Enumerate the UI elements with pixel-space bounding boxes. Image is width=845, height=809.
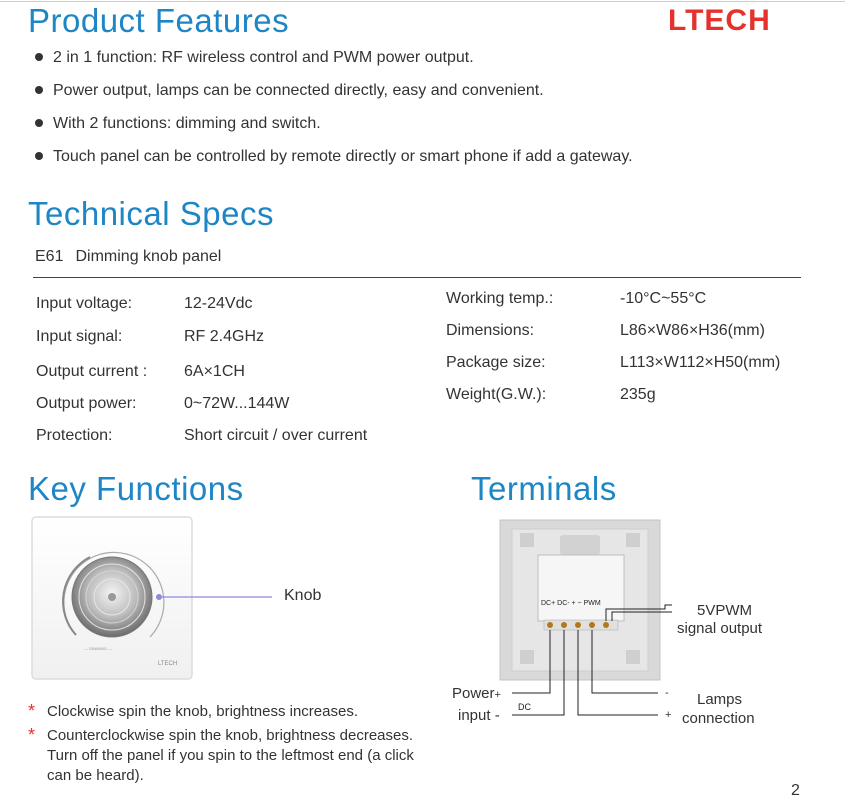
model-description: Dimming knob panel (75, 248, 222, 265)
spec-value: RF 2.4GHz (184, 328, 265, 345)
spec-value: L86×W86×H36(mm) (620, 322, 765, 339)
spec-label: Package size: (446, 354, 546, 371)
spec-label: Output current : (36, 363, 148, 380)
section-title-technical-specs: Technical Specs (28, 195, 274, 232)
spec-divider (33, 277, 801, 278)
spec-value: 12-24Vdc (184, 295, 253, 312)
spec-label: Weight(G.W.): (446, 386, 547, 403)
brand-logo: LTECH (668, 4, 771, 37)
spec-value: 0~72W...144W (184, 395, 290, 412)
feature-item: Touch panel can be controlled by remote directly or smart phone if add a gateway. (35, 149, 633, 165)
bullet-icon (35, 53, 43, 61)
spec-value: Short circuit / over current (184, 427, 368, 444)
dc-label: DC (518, 702, 531, 712)
lamps-minus-sign: - (665, 687, 669, 699)
power-label: Power+ (452, 685, 501, 702)
spec-label: Dimensions: (446, 322, 535, 339)
spec-value: 6A×1CH (184, 363, 245, 380)
spec-value: 235g (620, 386, 656, 403)
feature-item: Power output, lamps can be connected directly, easy and convenient. (35, 83, 544, 99)
note-item: * Clockwise spin the knob, brightness increases. (28, 701, 358, 721)
knob-panel-image (30, 515, 280, 685)
bullet-icon (35, 152, 43, 160)
feature-item: With 2 functions: dimming and switch. (35, 116, 321, 132)
svg-text:— DIMMING —: — DIMMING — (84, 646, 112, 651)
spec-label: Input signal: (36, 328, 123, 345)
minus-sign: - (494, 707, 500, 724)
spec-value: L113×W112×H50(mm) (620, 354, 781, 371)
lamps-plus-sign: + (665, 709, 672, 721)
bullet-icon (35, 119, 43, 127)
spec-label: Output power: (36, 395, 137, 412)
spec-label: Working temp.: (446, 290, 554, 307)
plus-sign: + (494, 689, 501, 701)
section-title-key-functions: Key Functions (28, 470, 244, 507)
knob-label: Knob (284, 587, 322, 604)
feature-item: 2 in 1 function: RF wireless control and PWM power output. (35, 50, 474, 66)
page-number: 2 (791, 782, 800, 799)
lamps-label-line1: Lamps (697, 691, 743, 708)
lamps-label-line2: connection (682, 710, 755, 727)
input-label: input - (458, 707, 500, 724)
section-title-terminals: Terminals (471, 470, 617, 507)
note-item: * Counterclockwise spin the knob, brightness decreases. Turn off the panel if you spin to the leftmost end (a click can be heard). (28, 725, 414, 784)
signal-label-line1: 5VPWM (697, 602, 753, 619)
terminal-pin-labels: DC+ DC- + − PWM (541, 600, 601, 607)
spec-value: -10°C~55°C (620, 290, 707, 307)
spec-label: Protection: (36, 427, 113, 444)
bullet-icon (35, 86, 43, 94)
spec-label: Input voltage: (36, 295, 133, 312)
signal-label-line2: signal output (677, 620, 763, 637)
model-line (35, 249, 221, 265)
asterisk-icon: * (28, 701, 36, 721)
panel-logo: LTECH (158, 661, 178, 667)
section-title-product-features: Product Features (28, 2, 290, 39)
model-code: E61 (35, 248, 64, 265)
asterisk-icon: * (28, 725, 36, 745)
